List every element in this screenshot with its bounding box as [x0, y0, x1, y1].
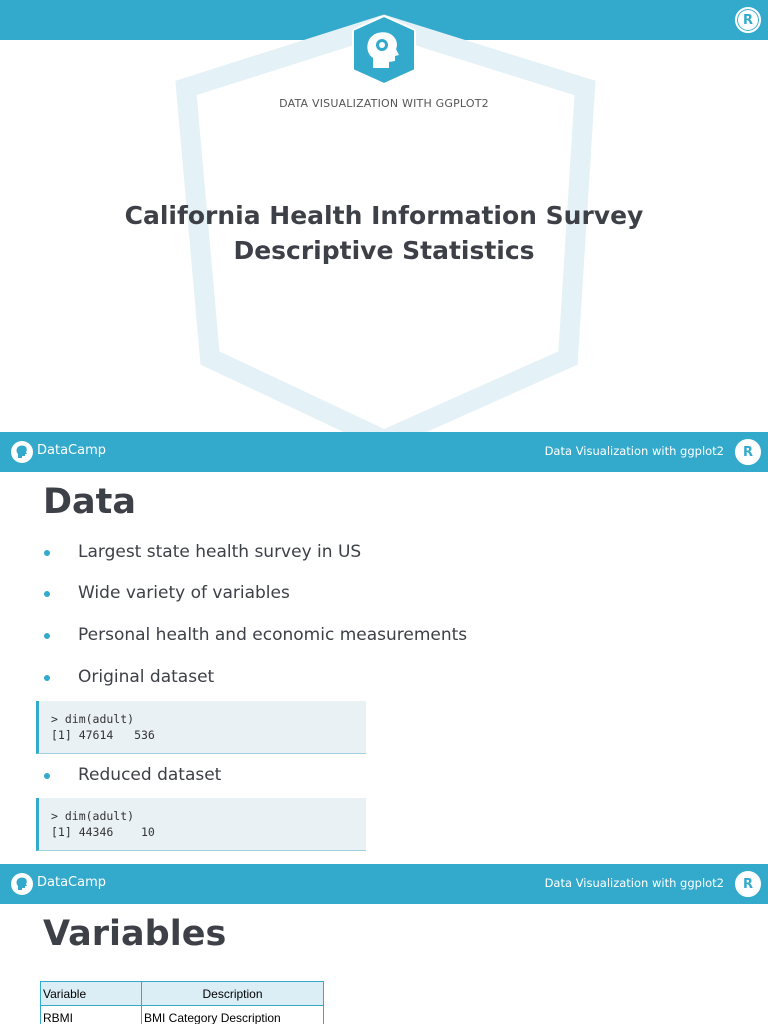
code-block-reduced: > dim(adult) [1] 44346 10 [36, 798, 366, 851]
slide-heading: Data [43, 482, 137, 522]
column-header-variable: Variable [41, 982, 142, 1006]
bullet-dot-icon [44, 773, 50, 779]
data-slide: DataCamp Data Visualization with ggplot2 R Data Largest state health survey in US Wide variety of variables Personal health and economic measurements Original dataset > dim(adult) [1] 47614 536 Reduced dataset > dim(adult) [1] 44346 10 [0, 432, 768, 864]
title-line-1: California Health Information Survey [124, 201, 644, 230]
course-name: Data Visualization with ggplot2 [544, 876, 724, 890]
table-cell-description: BMI Category Description [142, 1006, 324, 1024]
table-row [41, 1006, 324, 1024]
course-label: DATA VISUALIZATION WITH GGPLOT2 [279, 97, 489, 110]
code-block-original: > dim(adult) [1] 47614 536 [36, 701, 366, 754]
slide-heading: Variables [43, 914, 227, 954]
datacamp-logo-icon [11, 441, 33, 463]
r-logo-icon: R [735, 7, 761, 33]
course-name: Data Visualization with ggplot2 [544, 444, 724, 458]
bullet-dot-icon [44, 633, 50, 639]
bullet-dot-icon [44, 550, 50, 556]
table-cell-variable: RBMI [41, 1006, 142, 1024]
variables-slide [0, 864, 768, 1024]
r-logo-icon: R [735, 871, 761, 897]
column-header-description: Description [142, 982, 324, 1006]
r-logo-icon: R [735, 439, 761, 465]
bullet-dot-icon [44, 675, 50, 681]
brand-name: DataCamp [37, 443, 106, 458]
brand-name: DataCamp [37, 875, 106, 890]
title-line-2: Descriptive Statistics [233, 236, 535, 265]
bullet-dot-icon [44, 591, 50, 597]
variables-table [40, 981, 324, 1024]
slide-header-bar [0, 864, 768, 904]
brain-head-icon [349, 14, 419, 86]
slide-title [0, 198, 768, 268]
datacamp-logo-icon [11, 873, 33, 895]
title-slide [0, 0, 768, 432]
table-header-row [41, 982, 324, 1006]
slide-header-bar [0, 432, 768, 472]
